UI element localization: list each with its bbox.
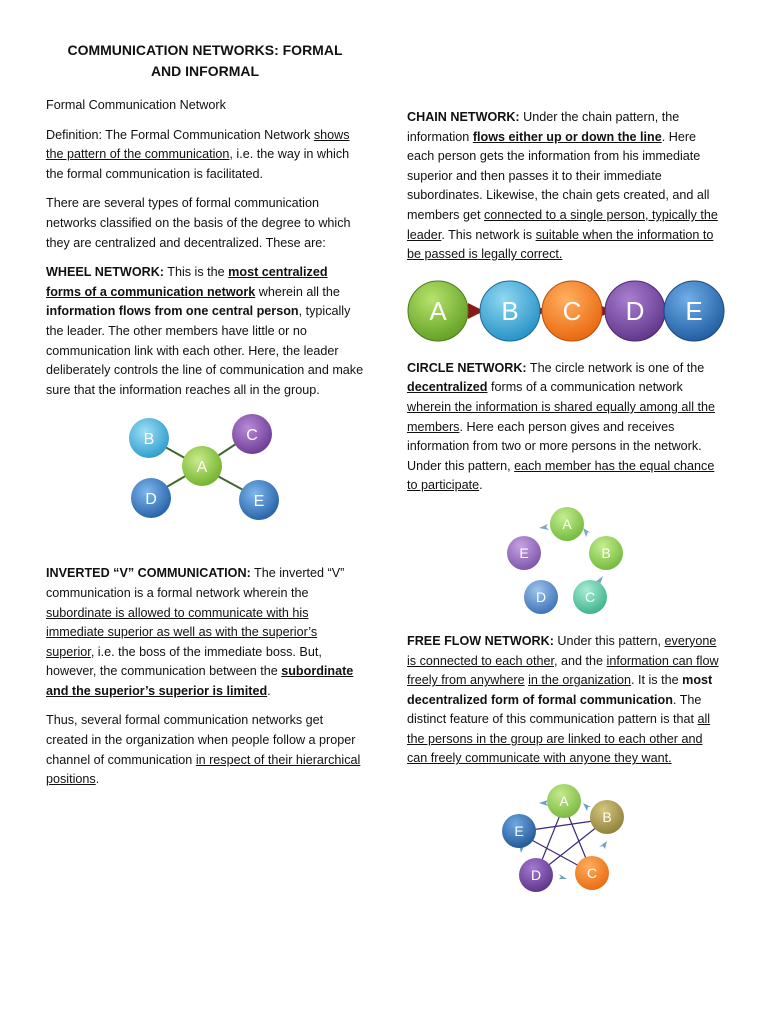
right-column (407, 108, 725, 895)
circle-network-svg (407, 506, 725, 618)
chain-node-d (605, 281, 665, 341)
svg-text:B: B (601, 544, 611, 561)
chain-node-c (542, 281, 602, 341)
circle-heading: CIRCLE NETWORK: (407, 360, 527, 375)
svg-text:E: E (685, 295, 703, 326)
circle-node-b (589, 536, 623, 570)
circle-node-e (507, 536, 541, 570)
chain-network-paragraph: CHAIN NETWORK: Under the chain pattern, the information flows either up or down the line. Here each person gets the information from his immediate superior and then passes it to their immediate subordinates. Likewise, the chain gets created, and all members get connected to a single person, typically the leader. This network is suitable when the information to be passed is legally correct. (407, 110, 718, 262)
svg-text:A: A (196, 459, 208, 477)
wheel-network-diagram (46, 410, 364, 540)
free-flow-heading: FREE FLOW NETWORK: (407, 633, 554, 648)
circle-node-d (524, 580, 558, 614)
wheel-network-svg (46, 410, 364, 540)
svg-text:C: C (584, 588, 596, 605)
left-column (46, 40, 364, 800)
circle-node-c (573, 580, 607, 614)
svg-text:B: B (143, 431, 155, 449)
inverted-v-paragraph: INVERTED “V” COMMUNICATION: The inverted “V” communication is a formal network wherein the subordinate is allowed to communicate with his immediate superior as well as with the superior’s superior, i.e. the boss of the immediate boss. But, however, the communication between the subordinate and the superior’s superior is limited. (46, 566, 354, 698)
svg-text:C: C (562, 295, 582, 326)
free-flow-network-diagram (407, 779, 725, 895)
wheel-network-paragraph: WHEEL NETWORK: This is the most centralized forms of a communication network wherein all the information flows from one central person, typically the leader. The other members have little or no communication link with each other. Here, the leader deliberately controls the line of communication and make sure that the information reaches all in the group. (46, 265, 364, 397)
circle-network-diagram (407, 506, 725, 618)
chain-node-b (480, 281, 540, 341)
inverted-v-heading: INVERTED “V” COMMUNICATION: (46, 566, 251, 581)
wheel-heading: WHEEL NETWORK: (46, 265, 164, 280)
svg-text:C: C (586, 865, 598, 882)
free-flow-network-paragraph: FREE FLOW NETWORK: Under this pattern, everyone is connected to each other, and the information can flow freely from anywhere in the organization. It is the most decentralized form of formal communication. The distinct feature of this communication pattern is that all the persons in the group are linked to each other and can freely communicate with anyone they want. (407, 633, 719, 766)
free-flow-node-a (547, 784, 581, 818)
svg-text:E: E (519, 544, 529, 561)
chain-node-e (664, 281, 724, 341)
circle-node-a (550, 507, 584, 541)
chain-node-a (408, 281, 468, 341)
svg-text:E: E (514, 823, 524, 840)
wheel-node-c (232, 414, 272, 454)
free-flow-node-e (502, 814, 536, 848)
svg-text:A: A (429, 295, 447, 326)
svg-text:C: C (246, 427, 258, 445)
free-flow-node-d (519, 858, 553, 892)
definition-paragraph: Definition: The Formal Communication Network shows the pattern of the communication, i.e. the way in which the formal communication is facilitated. (46, 127, 350, 181)
page-title: COMMUNICATION NETWORKS: FORMAL AND INFORMAL (67, 42, 343, 79)
svg-text:B: B (501, 295, 519, 326)
wheel-node-b (129, 418, 169, 458)
free-flow-node-b (590, 800, 624, 834)
svg-text:D: D (530, 867, 542, 884)
svg-text:B: B (602, 809, 612, 826)
svg-text:D: D (145, 491, 157, 509)
types-intro-paragraph: There are several types of formal communication networks classified on the basis of the degree to which they are centralized and decentralized. These are: (46, 196, 351, 250)
free-flow-node-c (575, 856, 609, 890)
svg-text:A: A (559, 793, 569, 810)
svg-text:D: D (535, 588, 547, 605)
svg-text:D: D (625, 295, 645, 326)
section-subtitle: Formal Communication Network (46, 98, 226, 112)
svg-text:A: A (562, 515, 572, 532)
chain-network-svg (407, 275, 725, 347)
wheel-node-e (239, 480, 279, 520)
chain-network-diagram (407, 275, 725, 347)
conclusion-paragraph: Thus, several formal communication networks get created in the organization when people follow a proper channel of communication in respect of their hierarchical positions. (46, 713, 361, 787)
wheel-node-d (131, 478, 171, 518)
svg-text:E: E (253, 493, 265, 511)
chain-heading: CHAIN NETWORK: (407, 110, 520, 124)
wheel-node-a (182, 446, 222, 486)
free-flow-network-svg (407, 779, 725, 895)
circle-network-paragraph: CIRCLE NETWORK: The circle network is one of the decentralized forms of a communication network wherein the information is shared equally among all the members. Here each person gives and receives information from two or more persons in the network. Under this pattern, each member has the equal chance to participate. (407, 360, 716, 493)
